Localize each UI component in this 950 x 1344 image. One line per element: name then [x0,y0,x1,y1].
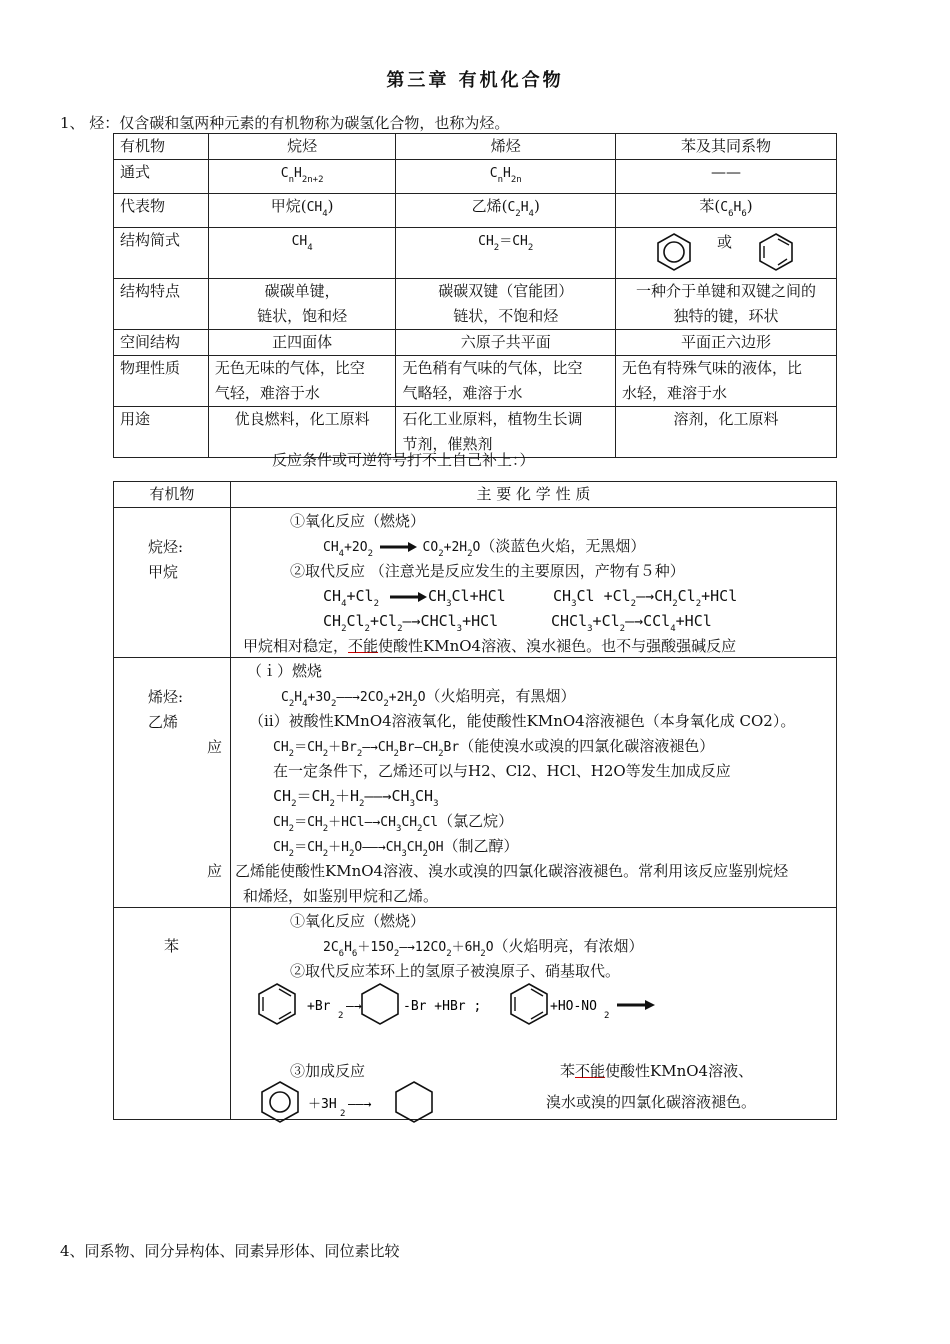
svg-text:2: 2 [338,1011,344,1021]
benzene-combustion: $2C_6H_6+15O_2—\to 12CO_2+6H_2O$（火焰明亮，有浓烟） [323,937,644,959]
header-cell: 有机物 [114,482,231,508]
cell: 乙烯$(C_2H_4)$ [396,194,616,228]
header-cell: 苯及其同系物 [616,134,837,160]
ying-label-2: 应 [207,862,223,880]
alkene-line-9: 乙烯能使酸性KMnO4溶液、溴水或溴的四氯化碳溶液褪色。常利用该反应鉴别烷烃 [235,862,789,880]
cell: 六原子共平面 [396,330,616,356]
alkene-hcl: $CH_2=CH_2+HCl—\to CH_3CH_2Cl$（氯乙烷） [273,812,514,834]
alkene-line-5: 在一定条件下，乙烯还可以与H2、Cl2、HCl、H2O等发生加成反应 [273,762,731,780]
svg-text:＋3H: ＋3H [308,1097,337,1112]
row-label: 代表物 [114,194,209,228]
benzene-substitution-equation [253,980,673,1030]
cell: 甲烷$(CH_4)$ [208,194,396,228]
ying-label: 应 [207,738,223,756]
methane-label: 甲烷 [148,563,179,581]
cell: 无色无味的气体，比空 气轻，难溶于水 [208,356,396,407]
header-cell: 烷烃 [208,134,396,160]
alkene-combustion: $C_2H_4+3O_2——\to 2CO_2+2H_2O$（火焰明亮，有黑烟） [281,687,576,709]
cell: 溶剂，化工原料 [616,407,837,458]
or-label: 或 [717,233,733,251]
benzene-structure-cell [616,228,837,279]
svg-text:—→: —→ [346,999,362,1014]
benzene-line-1: ①氧化反应（燃烧） [290,912,426,930]
svg-text:+Br: +Br [307,999,331,1014]
row-label: 结构特点 [114,279,209,330]
formula-cell: $C_nH_{2n}$ [396,160,616,194]
hydrocarbon-table [113,133,837,458]
svg-text:2: 2 [604,1011,610,1021]
alkane-line-6: 甲烷相对稳定，不能使酸性KMnO4溶液、溴水褪色。也不与强酸强碱反应 [243,637,737,655]
alkene-line-1: （ｉ）燃烧 [247,662,323,680]
row-label: 物理性质 [114,356,209,407]
svg-text:——→: ——→ [348,1097,372,1112]
header-cell: 有机物 [114,134,209,160]
cell: 一种介于单键和双键之间的 独特的键，环状 [616,279,837,330]
alkene-label: 烯烃: [148,688,184,706]
ethylene-label: 乙烯 [148,713,179,731]
intro-text: 1、 烃：仅含碳和氢两种元素的有机物称为碳氢化合物，也称为烃。 [60,114,510,132]
cell: 正四面体 [208,330,396,356]
svg-text:+HO-NO: +HO-NO [550,999,597,1014]
cell: 平面正六边形 [616,330,837,356]
alkene-h2o: $CH_2=CH_2+H_2O——\to CH_3CH_2OH$（制乙醇） [273,837,519,859]
svg-text:2: 2 [340,1109,346,1119]
cell: 无色稍有气味的气体，比空 气略轻，难溶于水 [396,356,616,407]
alkene-h2: $CH_2=CH_2+H_2——\to CH_3CH_3$ [273,787,439,809]
alkane-line-1: ①氧化反应（燃烧） [290,512,426,530]
formula-cell: $C_nH_{2n+2}$ [208,160,396,194]
header-cell: 烯烃 [396,134,616,160]
substitution-4: $CHCl_3+Cl_2—\to CCl_4+HCl$ [551,612,712,634]
substitution-2: $CH_3Cl$ $+Cl_2—\to CH_2Cl_2+HCl$ [553,587,738,609]
cell: $CH_2=CH_2$ [396,228,616,279]
benzene-line-5: ③加成反应 [290,1062,366,1080]
row-label: 空间结构 [114,330,209,356]
row-label: 通式 [114,160,209,194]
svg-text:-Br +HBr ;: -Br +HBr ; [403,999,482,1014]
formula-cell: —— [616,160,837,194]
row-label: 结构简式 [114,228,209,279]
benzene-note-2: 溴水或溴的四氯化碳溶液褪色。 [546,1093,757,1111]
alkene-line-10: 和烯烃，如鉴别甲烷和乙烯。 [243,887,439,905]
alkene-line-3: （ⅱ）被酸性KMnO4溶液氧化，能使酸性KMnO4溶液褪色（本身氧化成 CO2）。 [249,712,796,730]
substitution-3: $CH_2Cl_2+Cl_2—\to CHCl_3+HCl$ [323,612,499,634]
cell: $CH_4$ [208,228,396,279]
cell: 优良燃料，化工原料 [208,407,396,458]
page-title: 第三章 有机化合物 [386,70,564,91]
footer-text: 4、同系物、同分异构体、同素异形体、同位素比较 [60,1242,400,1260]
note-text: 反应条件或可逆符号打不上自己补上：） [272,451,535,469]
header-cell: 主 要 化 学 性 质 [230,482,836,508]
cell: 碳碳单键， 链状，饱和烃 [208,279,396,330]
benzene-label: 苯 [164,937,180,955]
row-label: 用途 [114,407,209,458]
alkane-combustion: $CH_4+2O_2$ $CO_2+2H_2O$（淡蓝色火焰，无黑烟） [323,537,646,559]
alkane-label: 烷烃: [148,538,184,556]
substitution-1: $CH_4+Cl_2$ $CH_3Cl+HCl$ [323,587,506,609]
cell: 石化工业原料，植物生长调 节剂，催熟剂 [396,407,616,458]
benzene-line-3: ②取代反应苯环上的氢原子被溴原子、硝基取代。 [290,962,621,980]
cell: 无色有特殊气味的液体，比 水轻，难溶于水 [616,356,837,407]
alkane-combustion-note: （淡蓝色火焰，无黑烟） [480,537,646,555]
alkene-bromine: $CH_2=CH_2+Br_2—\to CH_2Br—CH_2Br$（能使溴水或溴的四氯化碳溶液褪色） [273,737,715,759]
benzene-addition-equation [258,1080,448,1124]
cell: 碳碳双键（官能团） 链状，不饱和烃 [396,279,616,330]
benzene-note-1: 苯不能使酸性KMnO4溶液、 [560,1062,754,1080]
cell: 苯$(C_6H_6)$ [616,194,837,228]
alkane-line-3: ②取代反应 （注意光是反应发生的主要原因，产物有５种） [290,562,685,580]
